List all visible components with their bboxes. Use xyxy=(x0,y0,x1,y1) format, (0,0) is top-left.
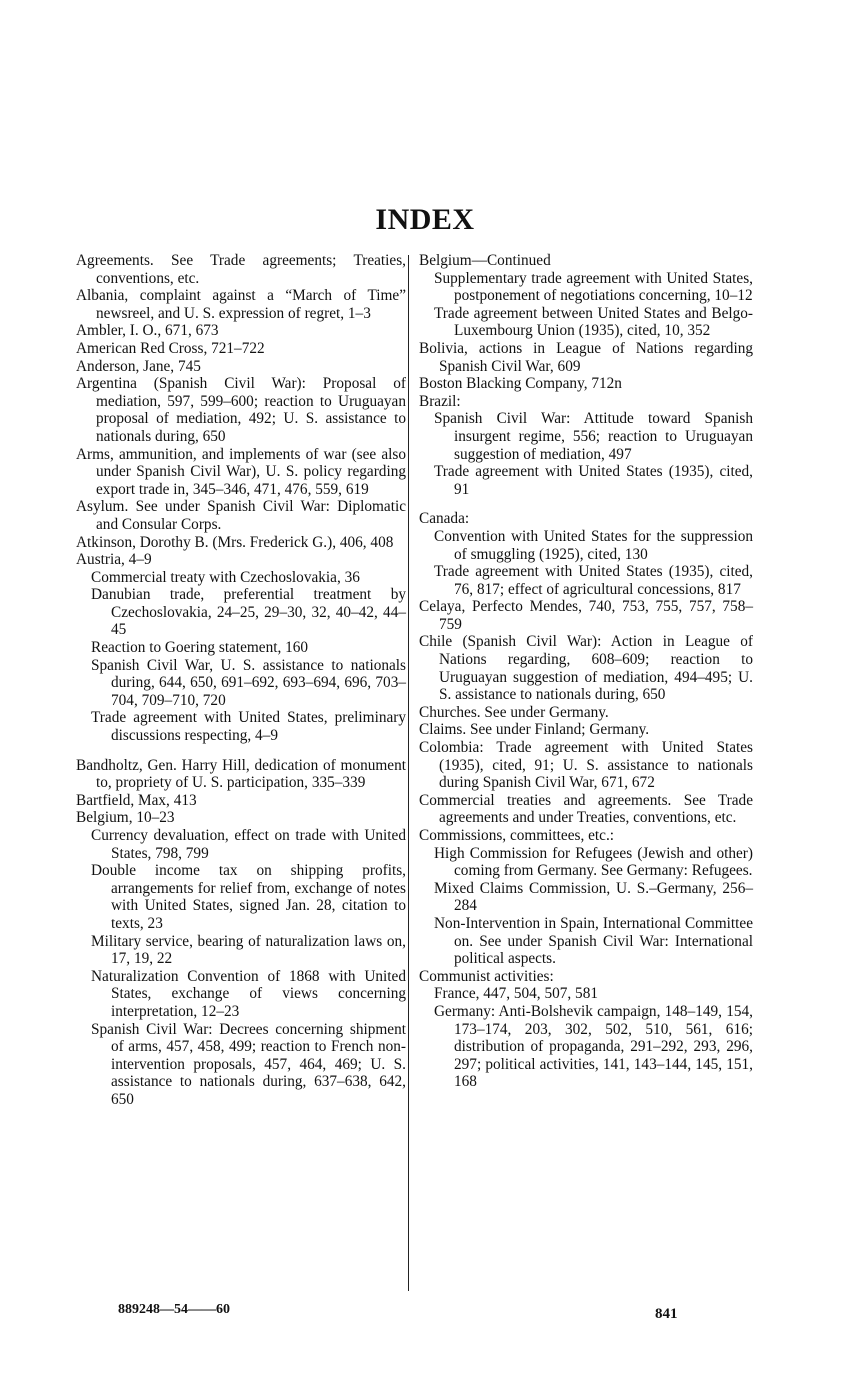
index-entry: American Red Cross, 721–722 xyxy=(76,339,265,357)
index-subentry: Mixed Claims Commission, U. S.–Germany, 256–284 xyxy=(434,879,753,915)
index-subentry: Spanish Civil War: Decrees concerning shipment of arms, 457, 458, 499; reaction to French non-intervention proposals, 457, 464, 469; U. S. assistance to nationals during, 637–638, 642, 650 xyxy=(91,1020,406,1108)
index-column-left xyxy=(76,252,406,1109)
index-subentry: Danubian trade, preferential treatment by Czechoslovakia, 24–25, 29–30, 32, 40–42, 44–45 xyxy=(91,586,406,639)
index-entry: Belgium, 10–23 xyxy=(76,809,175,827)
section-gap xyxy=(419,498,753,510)
index-subentry: Commercial treaty with Czechoslovakia, 36 xyxy=(91,568,360,586)
index-entry: Asylum. See under Spanish Civil War: Diplomatic and Consular Corps. xyxy=(76,498,406,533)
index-entry: Celaya, Perfecto Mendes, 740, 753, 755, 757, 758–759 xyxy=(419,598,753,633)
index-subentry: High Commission for Refugees (Jewish and other) coming from Germany. See Germany: Refugees. xyxy=(434,844,753,880)
index-subentry: Spanish Civil War, U. S. assistance to nationals during, 644, 650, 691–692, 693–694, 696, 703–704, 709–710, 720 xyxy=(91,656,406,709)
column-divider xyxy=(408,255,409,1291)
index-entry: Claims. See under Finland; Germany. xyxy=(419,721,650,739)
index-subentry: Germany: Anti-Bolshevik campaign, 148–149, 154, 173–174, 203, 302, 502, 510, 561, 616; distribution of propaganda, 291–292, 293, 296, 297; political activities, 141, 143–144, 145, 151, 168 xyxy=(434,1002,753,1091)
index-entry: Anderson, Jane, 745 xyxy=(76,357,201,375)
print-code: 889248—54——60 xyxy=(118,1302,230,1317)
index-subentry: Trade agreement between United States and Belgo-Luxembourg Union (1935), cited, 10, 352 xyxy=(434,304,753,340)
index-entry: Commissions, committees, etc.: xyxy=(419,827,615,844)
index-subentry: Spanish Civil War: Attitude toward Spanish insurgent regime, 556; reaction to Uruguayan suggestion of mediation, 497 xyxy=(434,410,753,463)
index-subentry: Trade agreement with United States (1935), cited, 91 xyxy=(434,463,753,498)
index-entry: Ambler, I. O., 671, 673 xyxy=(76,322,219,340)
index-subentry: Convention with United States for the suppression of smuggling (1925), cited, 130 xyxy=(434,527,753,563)
index-entry: Canada: xyxy=(419,510,470,528)
index-entry: Brazil: xyxy=(419,392,461,410)
index-entry: Commercial treaties and agreements. See Trade agreements and under Treaties, conventions, etc. xyxy=(419,791,753,827)
index-entry: Churches. See under Germany. xyxy=(419,703,609,721)
index-subentry: Trade agreement with United States (1935), cited, 76, 817; effect of agricultural concessions, 817 xyxy=(434,563,753,598)
index-entry: Arms, ammunition, and implements of war (see also under Spanish Civil War), U. S. policy regarding export trade in, 345–346, 471, 476, 559, 619 xyxy=(76,445,406,498)
index-entry: Austria, 4–9 xyxy=(76,551,152,569)
index-subentry: Currency devaluation, effect on trade with United States, 798, 799 xyxy=(91,827,406,862)
index-entry: Boston Blacking Company, 712n xyxy=(419,375,622,393)
index-entry: Colombia: Trade agreement with United States (1935), cited, 91; U. S. assistance to nationals during Spanish Civil War, 671, 672 xyxy=(419,739,753,792)
index-entry: Belgium—Continued xyxy=(419,252,551,269)
index-entry: Albania, complaint against a “March of Time” newsreel, and U. S. expression of regret, 1–3 xyxy=(76,287,406,322)
index-subentry: Military service, bearing of naturalization laws on, 17, 19, 22 xyxy=(91,932,406,968)
index-entry: Agreements. See Trade agreements; Treaties, conventions, etc. xyxy=(76,252,406,287)
index-entry: Communist activities: xyxy=(419,967,554,985)
index-subentry: Naturalization Convention of 1868 with United States, exchange of views concerning interpretation, 12–23 xyxy=(91,967,406,1020)
index-entry: Chile (Spanish Civil War): Action in League of Nations regarding, 608–609; reaction to Uruguayan suggestion of mediation, 494–495; U. S. assistance to nationals during, 650 xyxy=(419,633,753,704)
index-subentry: France, 447, 504, 507, 581 xyxy=(434,985,598,1003)
index-column-right xyxy=(419,252,753,1091)
index-subentry: Reaction to Goering statement, 160 xyxy=(91,639,309,657)
page-number: 841 xyxy=(655,1306,678,1322)
page-title: INDEX xyxy=(375,203,475,236)
index-entry: Atkinson, Dorothy B. (Mrs. Frederick G.), 406, 408 xyxy=(76,533,394,551)
index-entry: Argentina (Spanish Civil War): Proposal of mediation, 597, 599–600; reaction to Uruguayan proposal of mediation, 492; U. S. assistance to nationals during, 650 xyxy=(76,375,406,445)
index-subentry: Supplementary trade agreement with United States, postponement of negotiations concerning, 10–12 xyxy=(434,269,753,305)
index-entry: Bandholtz, Gen. Harry Hill, dedication of monument to, propriety of U. S. participation, 335–339 xyxy=(76,756,406,792)
index-subentry: Trade agreement with United States, preliminary discussions respecting, 4–9 xyxy=(91,709,406,745)
index-entry: Bolivia, actions in League of Nations regarding Spanish Civil War, 609 xyxy=(419,339,753,375)
index-subentry: Double income tax on shipping profits, arrangements for relief from, exchange of notes with United States, signed Jan. 28, citation to texts, 23 xyxy=(91,862,406,932)
section-gap xyxy=(76,745,406,757)
index-subentry: Non-Intervention in Spain, International Committee on. See under Spanish Civil War: International political aspects. xyxy=(434,914,753,968)
index-entry: Bartfield, Max, 413 xyxy=(76,791,197,809)
